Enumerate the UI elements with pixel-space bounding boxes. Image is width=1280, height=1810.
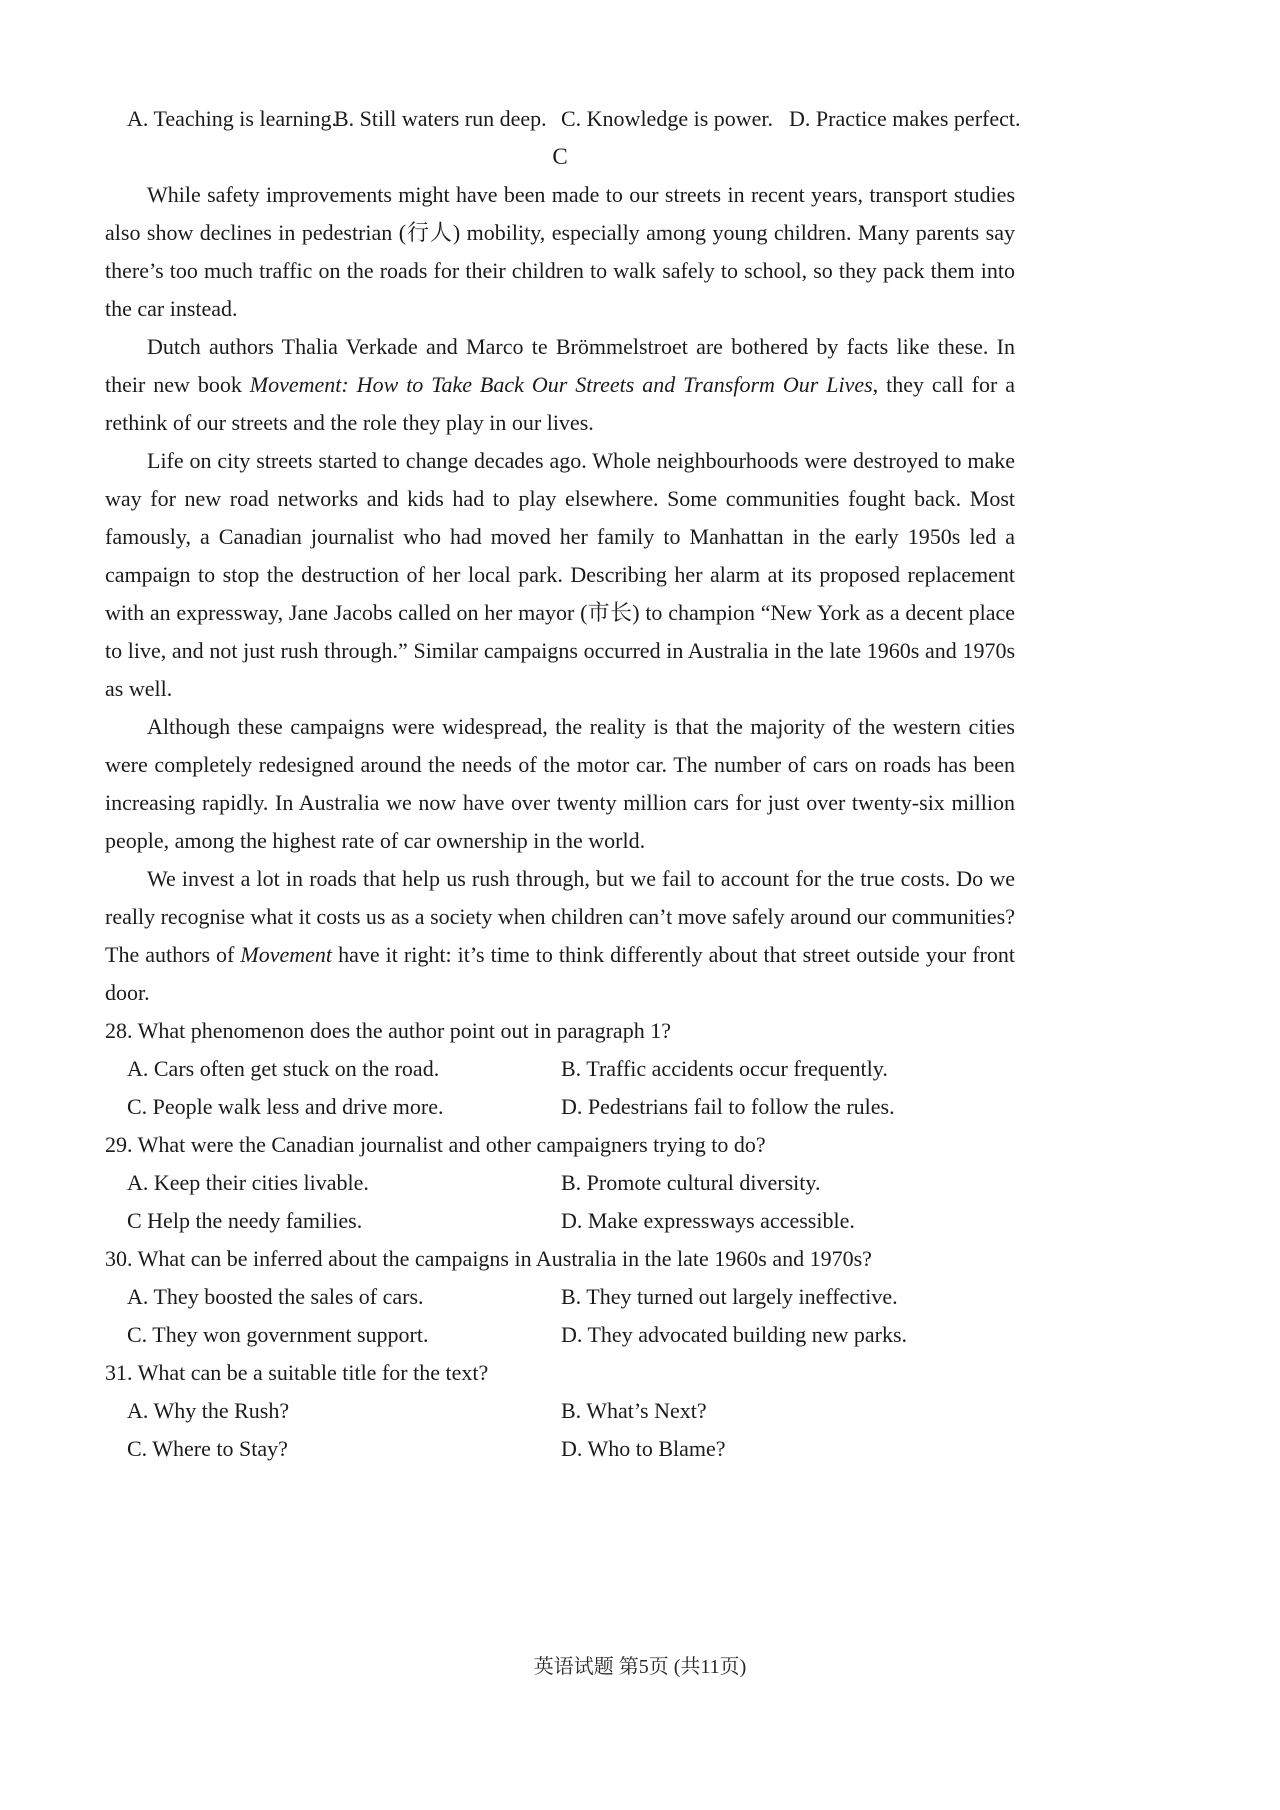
paragraph-text: We invest a lot in roads that help us rush through, but we fail to account for the true costs. Do we really recognise what it costs us as a society when children can’t move safely around our communities? The authors of [105, 866, 1015, 967]
question-text: 28. What phenomenon does the author point out in paragraph 1? [105, 1018, 671, 1043]
question-29-option-c: C Help the needy families. [127, 1208, 363, 1233]
book-title: Movement: How to Take Back Our Streets and Transform Our Lives [249, 372, 873, 397]
question-30-option-b: B. They turned out largely ineffective. [561, 1284, 898, 1309]
question-31-option-b: B. What’s Next? [561, 1398, 707, 1423]
passage-paragraph-3 [105, 442, 1015, 708]
question-30-option-d: D. They advocated building new parks. [561, 1322, 908, 1347]
prev-option-c: C. Knowledge is power. [561, 106, 774, 131]
question-28-option-a: A. Cars often get stuck on the road. [127, 1056, 440, 1081]
question-text: 30. What can be inferred about the campaigns in Australia in the late 1960s and 1970s? [105, 1246, 872, 1271]
prev-option-d: D. Practice makes perfect. [789, 106, 1021, 131]
questions-section [105, 1012, 1015, 1468]
passage-paragraph-1 [105, 176, 1015, 328]
question-29-option-d: D. Make expressways accessible. [561, 1208, 855, 1233]
prev-option-b: B. Still waters run deep. [334, 106, 547, 131]
options-row [105, 1088, 1015, 1126]
question-30-option-c: C. They won government support. [127, 1322, 429, 1347]
question-28-option-b: B. Traffic accidents occur frequently. [561, 1056, 888, 1081]
question-30 [105, 1240, 1015, 1354]
options-row [105, 1430, 1015, 1468]
options-row [105, 1316, 1015, 1354]
section-label: C [552, 144, 568, 169]
question-30-option-a: A. They boosted the sales of cars. [127, 1284, 424, 1309]
passage-paragraph-4 [105, 708, 1015, 860]
question-29 [105, 1126, 1015, 1240]
reading-passage [105, 176, 1015, 1012]
question-29-option-a: A. Keep their cities livable. [127, 1170, 369, 1195]
options-row [105, 1392, 1015, 1430]
options-row [105, 1164, 1015, 1202]
paragraph-text: , they call for a rethink of our streets and the role they play in our lives. [105, 372, 1015, 435]
passage-paragraph-2 [105, 328, 1015, 442]
options-row [105, 1278, 1015, 1316]
book-title: Movement [240, 942, 333, 967]
paragraph-text: Although these campaigns were widespread, the reality is that the majority of the western cities were completely redesigned around the needs of the motor car. The number of cars on roads has been increasing rapidly. In Australia we now have over twenty million cars for just over twenty-six million people, among the highest rate of car ownership in the world. [105, 714, 1015, 853]
passage-paragraph-5 [105, 860, 1015, 1012]
paragraph-text: Dutch authors Thalia Verkade and Marco te Brömmelstroet are bothered by facts like these. In their new book [105, 334, 1015, 397]
question-text: 29. What were the Canadian journalist and other campaigners trying to do? [105, 1132, 766, 1157]
previous-question-options [105, 100, 1021, 138]
question-31-option-a: A. Why the Rush? [127, 1398, 290, 1423]
options-row [105, 1050, 1015, 1088]
question-31-option-c: C. Where to Stay? [127, 1436, 288, 1461]
question-31-option-d: D. Who to Blame? [561, 1436, 726, 1461]
question-28 [105, 1012, 1015, 1126]
question-28-option-c: C. People walk less and drive more. [127, 1094, 444, 1119]
prev-option-a: A. Teaching is learning. [127, 106, 338, 131]
paragraph-text: have it right: it’s time to think differently about that street outside your front door. [105, 942, 1015, 1005]
page-footer: 英语试题 第5页 (共11页) [533, 1656, 747, 1678]
paragraph-text: While safety improvements might have been made to our streets in recent years, transport studies also show declines in pedestrian (行人) mobility, especially among young children. Many parents say there’s too much traffic on the roads for their children to walk safely to school, so they pack them into the car instead. [105, 182, 1015, 321]
paragraph-text: Life on city streets started to change decades ago. Whole neighbourhoods were destroyed to make way for new road networks and kids had to play elsewhere. Some communities fought back. Most famously, a Canadian journalist who had moved her family to Manhattan in the early 1950s led a campaign to stop the destruction of her local park. Describing her alarm at its proposed replacement with an expressway, Jane Jacobs called on her mayor (市长) to champion “New York as a decent place to live, and not just rush through.” Similar campaigns occurred in Australia in the late 1960s and 1970s as well. [105, 448, 1015, 701]
page-content [105, 100, 1021, 1468]
options-row [105, 1202, 1015, 1240]
question-29-option-b: B. Promote cultural diversity. [561, 1170, 821, 1195]
question-text: 31. What can be a suitable title for the text? [105, 1360, 489, 1385]
question-31 [105, 1354, 1015, 1468]
question-28-option-d: D. Pedestrians fail to follow the rules. [561, 1094, 895, 1119]
